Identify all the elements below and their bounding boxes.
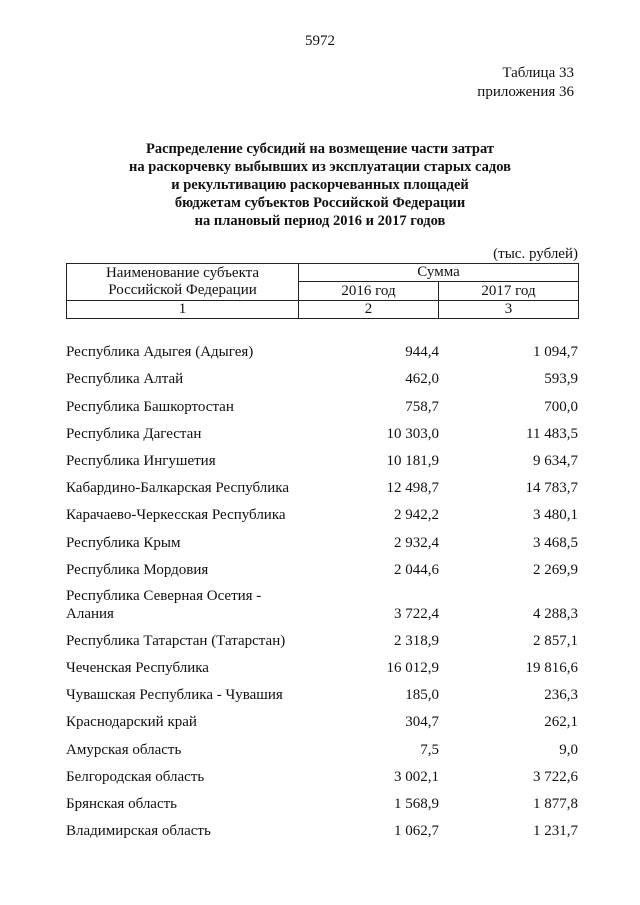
title-line: Распределение субсидий на возмещение части затрат (146, 141, 494, 157)
value-2016: 16 012,9 (386, 660, 439, 677)
value-2017: 1 877,8 (533, 796, 578, 812)
table-row (66, 759, 578, 786)
value-2016: 2 318,9 (394, 632, 439, 649)
region-name: Республика Ингушетия (66, 452, 216, 469)
value-2016: 2 044,6 (394, 561, 439, 578)
value-2016: 1 568,9 (394, 796, 439, 812)
value-2017: 262,1 (544, 714, 578, 731)
value-2016: 3 002,1 (394, 768, 439, 785)
value-2017: 700,0 (544, 398, 578, 415)
header-col-number-2: 2 (299, 301, 439, 319)
header-sum: Сумма (299, 264, 579, 282)
value-2016: 185,0 (405, 687, 439, 704)
table-row (66, 786, 578, 813)
table-row (66, 416, 578, 443)
value-2017: 236,3 (544, 687, 578, 704)
value-2017: 2 857,1 (533, 632, 578, 649)
region-name: Республика Татарстан (Татарстан) (66, 632, 286, 649)
region-name: Республика Мордовия (66, 561, 209, 578)
region-name: Республика Алтай (66, 371, 184, 388)
table-body (66, 334, 578, 840)
table-row (66, 443, 578, 470)
units-label: (тыс. рублей) (493, 246, 578, 262)
value-2017: 593,9 (544, 371, 578, 388)
region-name-line1: Республика Северная Осетия - (66, 587, 262, 604)
value-2016: 12 498,7 (386, 480, 439, 497)
value-2017: 4 288,3 (533, 605, 578, 622)
table-row (66, 552, 578, 579)
title-line: и рекультивацию раскорчеванных площадей (171, 177, 469, 193)
value-2016: 7,5 (420, 741, 439, 758)
value-2016: 758,7 (405, 398, 439, 415)
value-2016: 462,0 (405, 371, 439, 388)
title-line: бюджетам субъектов Российской Федерации (174, 195, 466, 211)
region-name-line2: Алания (66, 605, 114, 622)
value-2017: 3 480,1 (533, 507, 578, 524)
table-row (66, 388, 578, 415)
table-row (66, 623, 578, 650)
value-2016: 304,7 (405, 714, 439, 731)
table-row (66, 731, 578, 758)
value-2017: 11 483,5 (526, 425, 578, 442)
header-region-name (67, 264, 299, 301)
region-name: Владимирская область (66, 823, 211, 840)
value-2016: 2 932,4 (394, 534, 439, 551)
value-2017: 3 468,5 (533, 534, 578, 551)
table-row (66, 813, 578, 840)
header-year-2017: 2017 год (439, 282, 579, 301)
value-2017: 14 783,7 (525, 480, 578, 497)
region-name: Республика Крым (66, 534, 181, 551)
value-2016: 10 303,0 (386, 425, 439, 442)
page-number: 5972 (305, 33, 335, 49)
header-name-line1: Наименование субъекта (105, 265, 260, 281)
region-name: Республика Адыгея (Адыгея) (66, 344, 254, 361)
table-row (66, 470, 578, 497)
region-name: Республика Дагестан (66, 425, 202, 442)
region-name: Белгородская область (66, 768, 205, 785)
value-2017: 19 816,6 (525, 660, 578, 677)
region-name: Брянская область (66, 796, 178, 812)
table-number: Таблица 33 (502, 65, 574, 81)
value-2017: 1 094,7 (533, 344, 578, 361)
table-row (66, 524, 578, 551)
value-2016: 2 942,2 (394, 507, 439, 524)
title-line: на плановый период 2016 и 2017 годов (194, 213, 446, 229)
value-2016: 944,4 (405, 344, 439, 361)
value-2016: 10 181,9 (386, 452, 439, 469)
table-row (66, 650, 578, 677)
table-row (66, 361, 578, 388)
value-2017: 9,0 (559, 741, 578, 758)
table-row (66, 704, 578, 731)
header-name-line2: Российской Федерации (108, 282, 257, 298)
table-row (66, 677, 578, 704)
region-name: Республика Башкортостан (66, 398, 234, 415)
region-name: Карачаево-Черкесская Республика (66, 507, 286, 524)
table-row (66, 497, 578, 524)
value-2017: 2 269,9 (533, 561, 578, 578)
document-title (0, 140, 640, 230)
region-name (66, 587, 302, 623)
region-name: Чеченская Республика (66, 660, 209, 677)
value-2016: 1 062,7 (394, 823, 439, 840)
appendix-number: приложения 36 (477, 84, 574, 100)
region-name: Чувашская Республика - Чувашия (66, 687, 283, 704)
table-row (66, 334, 578, 361)
table-row (66, 579, 578, 623)
region-name: Кабардино-Балкарская Республика (66, 480, 290, 497)
table-header (66, 263, 579, 319)
region-name: Амурская область (66, 741, 182, 758)
value-2016: 3 722,4 (394, 605, 439, 622)
table-reference (477, 64, 574, 102)
header-col-number-1: 1 (67, 301, 299, 319)
region-name: Краснодарский край (66, 714, 197, 731)
value-2017: 9 634,7 (533, 452, 578, 469)
value-2017: 3 722,6 (533, 768, 578, 785)
header-col-number-3: 3 (439, 301, 579, 319)
title-line: на раскорчевку выбывших из эксплуатации старых садов (129, 159, 511, 175)
header-year-2016: 2016 год (299, 282, 439, 301)
value-2017: 1 231,7 (533, 823, 578, 840)
